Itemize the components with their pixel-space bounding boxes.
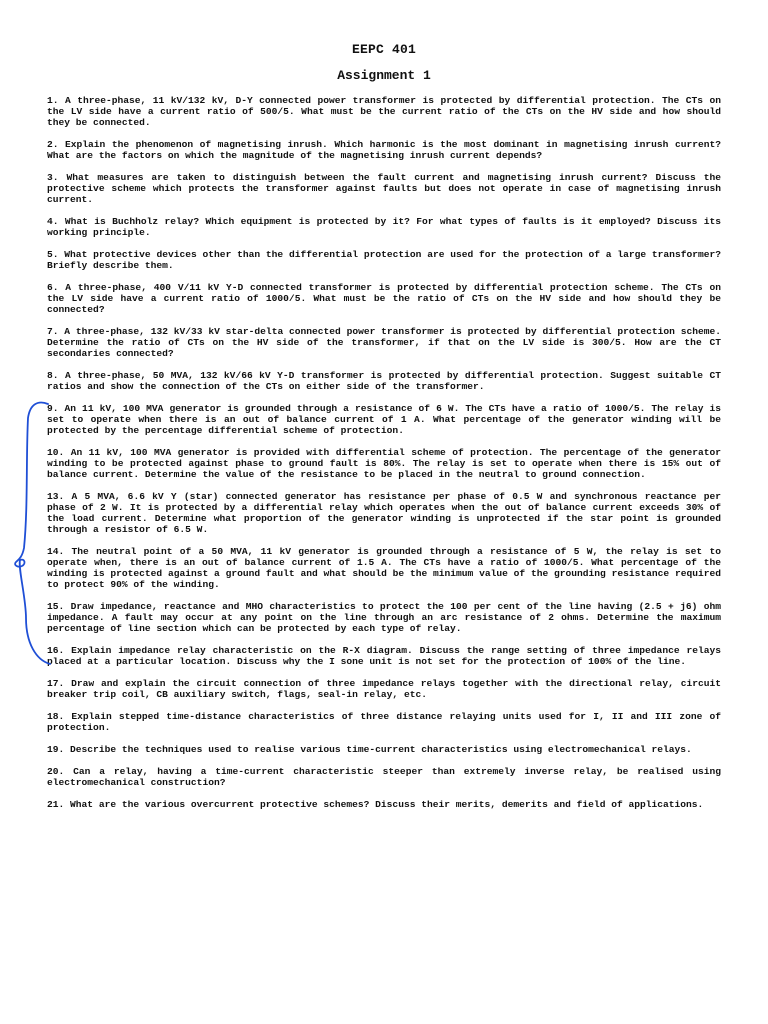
question-14: 14. The neutral point of a 50 MVA, 11 kV generator is grounded through a resistance of 5 W, the relay is set to operate when, there is an out of balance current of 1.5 A. The CTs have a ratio of 1000/5. What percentage of the winding is protected against a ground fault and what should be the minimum value of the grounding resistance required to protect 90% of the winding. xyxy=(47,546,721,590)
question-21: 21. What are the various overcurrent protective schemes? Discuss their merits, demerits and field of applications. xyxy=(47,799,704,810)
question-2: 2. Explain the phenomenon of magnetising inrush. Which harmonic is the most dominant in magnetising inrush current? What are the factors on which the magnitude of the magnetising inrush current depends? xyxy=(47,139,721,161)
question-1: 1. A three-phase, 11 kV/132 kV, D-Y connected power transformer is protected by differential protection. The CTs on the LV side have a current ratio of 500/5. What must be the current ratio of the CTs on the HV side and how should they be connected. xyxy=(47,95,721,128)
question-16: 16. Explain impedance relay characteristic on the R-X diagram. Discuss the range setting of three impedance relays placed at a particular location. Discuss why the I sone unit is not set for the protection of 100% of the line. xyxy=(47,645,721,667)
question-10: 10. An 11 kV, 100 MVA generator is provided with differential scheme of protection. The percentage of the generator winding to be protected against phase to ground fault is 80%. The relay is set to operate when there is 15% out of balance current. Determine the value of the resistance to be placed in the neutral to ground connection. xyxy=(47,447,721,480)
question-8: 8. A three-phase, 50 MVA, 132 kV/66 kV Y-D transformer is protected by differential protection. Suggest suitable CT ratios and show the connection of the CTs on either side of the transformer. xyxy=(47,370,721,392)
handwritten-bracket-annotation xyxy=(8,398,52,668)
assignment-title: Assignment 1 xyxy=(337,68,431,83)
question-13: 13. A 5 MVA, 6.6 kV Y (star) connected generator has resistance per phase of 0.5 W and synchronous reactance per phase of 2 W. It is protected by a differential relay which operates when the out of balance current exceeds 30% of the load current. Determine what proportion of the generator winding is unprotected if the star point is grounded through a resistor of 6.5 W. xyxy=(47,491,721,535)
question-9: 9. An 11 kV, 100 MVA generator is grounded through a resistance of 6 W. The CTs have a ratio of 1000/5. The relay is set to operate when there is an out of balance current of 1 A. What percentage of the generator winding will be protected by the percentage differential scheme of protection. xyxy=(47,403,721,436)
question-7: 7. A three-phase, 132 kV/33 kV star-delta connected power transformer is protected by differential protection scheme. Determine the ratio of CTs on the HV side of the transformer, if that on the LV side is 300/5. How are the CT secondaries connected? xyxy=(47,326,721,359)
question-20: 20. Can a relay, having a time-current characteristic steeper than extremely inverse relay, be realised using electromechanical construction? xyxy=(47,766,721,788)
question-5: 5. What protective devices other than the differential protection are used for the protection of a large transformer? Briefly describe them. xyxy=(47,249,721,271)
question-list xyxy=(47,95,721,821)
course-code: EEPC 401 xyxy=(351,42,416,57)
question-3: 3. What measures are taken to distinguish between the fault current and magnetising inrush current? Discuss the protective scheme which protects the transformer against faults but does not operate in case of magnetising inrush current. xyxy=(47,172,721,205)
question-17: 17. Draw and explain the circuit connection of three impedance relays together with the directional relay, circuit breaker trip coil, CB auxiliary switch, flags, seal-in relay, etc. xyxy=(47,678,721,700)
bracket-stroke xyxy=(15,403,50,664)
question-4: 4. What is Buchholz relay? Which equipment is protected by it? For what types of faults is it employed? Discuss its working principle. xyxy=(47,216,721,238)
question-19: 19. Describe the techniques used to realise various time-current characteristics using electromechanical relays. xyxy=(47,744,692,755)
question-6: 6. A three-phase, 400 V/11 kV Y-D connected transformer is protected by differential protection scheme. The CTs on the LV side have a current ratio of 1000/5. What must be the ratio of CTs on the HV side and how should they be connected? xyxy=(47,282,721,315)
question-15: 15. Draw impedance, reactance and MHO characteristics to protect the 100 per cent of the line having (2.5 + j6) ohm impedance. A fault may occur at any point on the line through an arc resistance of 2 ohms. Determine the maximum percentage of line section which can be protected by each type of relay. xyxy=(47,601,721,634)
question-18: 18. Explain stepped time-distance characteristics of three distance relaying units used for I, II and III zone of protection. xyxy=(47,711,721,733)
